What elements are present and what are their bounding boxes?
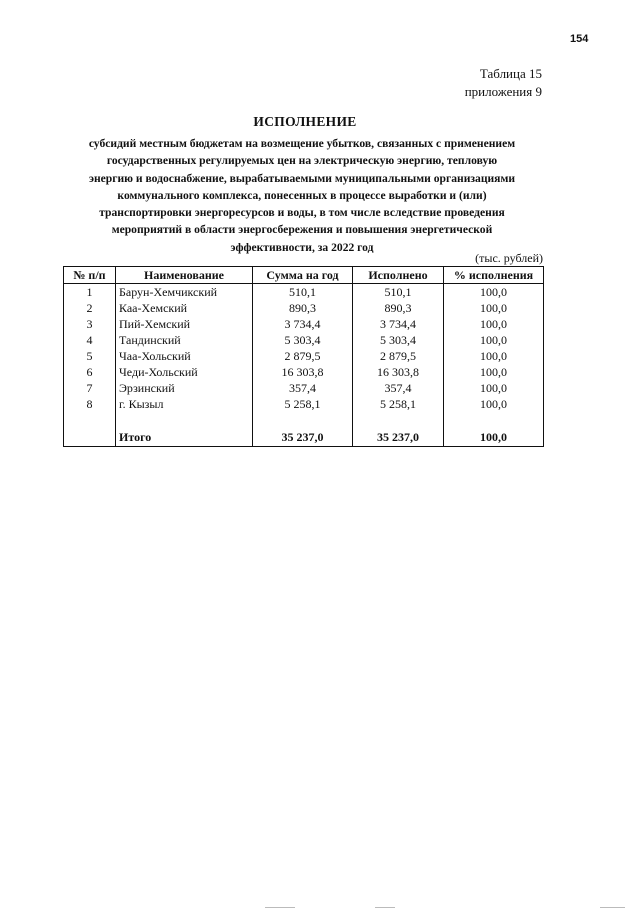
document-title: ИСПОЛНЕНИЕ	[253, 114, 357, 129]
subtitle-line: энергию и водоснабжение, вырабатываемыми муниципальными организациями	[88, 171, 516, 185]
row-number: 5	[64, 348, 116, 364]
table-caption-number: Таблица 15	[479, 66, 542, 81]
table-header-row	[64, 267, 544, 284]
row-number: 1	[64, 284, 116, 301]
row-executed: 357,4	[353, 380, 444, 396]
table-total-row	[64, 428, 544, 447]
header-name: Наименование	[116, 267, 253, 284]
table-row	[64, 364, 544, 380]
table-row	[64, 316, 544, 332]
row-execution-percent: 100,0	[444, 300, 544, 316]
units-label: (тыс. рублей)	[475, 251, 543, 265]
row-executed: 510,1	[353, 284, 444, 301]
subtitle-line: государственных регулируемых цен на электрическую энергию, тепловую	[106, 154, 498, 168]
row-executed: 16 303,8	[353, 364, 444, 380]
table-row	[64, 396, 544, 412]
header-annual-amount: Сумма на год	[253, 267, 353, 284]
table-row	[64, 332, 544, 348]
row-name: Тандинский	[116, 332, 253, 348]
document-subtitle	[52, 135, 552, 256]
row-name: Эрзинский	[116, 380, 253, 396]
subtitle-line: коммунального комплекса, понесенных в процессе выработки и (или)	[117, 188, 487, 202]
table-row	[64, 300, 544, 316]
row-execution-percent: 100,0	[444, 348, 544, 364]
row-number: 6	[64, 364, 116, 380]
total-label: Итого	[116, 428, 253, 447]
table-row	[64, 348, 544, 364]
row-executed: 3 734,4	[353, 316, 444, 332]
row-executed: 2 879,5	[353, 348, 444, 364]
row-annual-amount: 5 258,1	[253, 396, 353, 412]
header-executed: Исполнено	[353, 267, 444, 284]
row-number: 4	[64, 332, 116, 348]
total-executed: 35 237,0	[353, 428, 444, 447]
row-execution-percent: 100,0	[444, 332, 544, 348]
total-annual-amount: 35 237,0	[253, 428, 353, 447]
row-number: 7	[64, 380, 116, 396]
row-annual-amount: 5 303,4	[253, 332, 353, 348]
row-execution-percent: 100,0	[444, 284, 544, 301]
table-caption-appendix: приложения 9	[464, 84, 542, 99]
row-annual-amount: 890,3	[253, 300, 353, 316]
subtitle-line: эффективности, за 2022 год	[230, 240, 374, 254]
row-number: 2	[64, 300, 116, 316]
row-annual-amount: 357,4	[253, 380, 353, 396]
row-name: Чеди-Хольский	[116, 364, 253, 380]
table-spacer-row	[64, 412, 544, 428]
total-execution-percent: 100,0	[444, 428, 544, 447]
subtitle-line: мероприятий в области энергосбережения и повышения энергетической	[111, 223, 493, 237]
row-executed: 5 258,1	[353, 396, 444, 412]
page-number: 154	[570, 33, 589, 45]
row-annual-amount: 2 879,5	[253, 348, 353, 364]
header-execution-percent: % исполнения	[444, 267, 544, 284]
row-execution-percent: 100,0	[444, 380, 544, 396]
row-execution-percent: 100,0	[444, 396, 544, 412]
row-annual-amount: 3 734,4	[253, 316, 353, 332]
row-name: Каа-Хемский	[116, 300, 253, 316]
scan-artifact	[600, 907, 625, 908]
row-executed: 5 303,4	[353, 332, 444, 348]
execution-table	[63, 266, 544, 447]
scan-artifact	[265, 907, 295, 908]
row-execution-percent: 100,0	[444, 316, 544, 332]
row-annual-amount: 16 303,8	[253, 364, 353, 380]
table-row	[64, 284, 544, 301]
row-name: Барун-Хемчикский	[116, 284, 253, 301]
table-row	[64, 380, 544, 396]
row-name: Чаа-Хольский	[116, 348, 253, 364]
subtitle-line: транспортировки энергоресурсов и воды, в том числе вследствие проведения	[99, 206, 505, 220]
row-number: 3	[64, 316, 116, 332]
row-executed: 890,3	[353, 300, 444, 316]
row-execution-percent: 100,0	[444, 364, 544, 380]
row-name: г. Кызыл	[116, 396, 253, 412]
subtitle-line: субсидий местным бюджетам на возмещение убытков, связанных с применением	[88, 137, 516, 150]
scan-artifact	[375, 907, 395, 908]
total-number	[64, 428, 116, 447]
header-number: № п/п	[64, 267, 116, 284]
row-name: Пий-Хемский	[116, 316, 253, 332]
row-annual-amount: 510,1	[253, 284, 353, 301]
row-number: 8	[64, 396, 116, 412]
